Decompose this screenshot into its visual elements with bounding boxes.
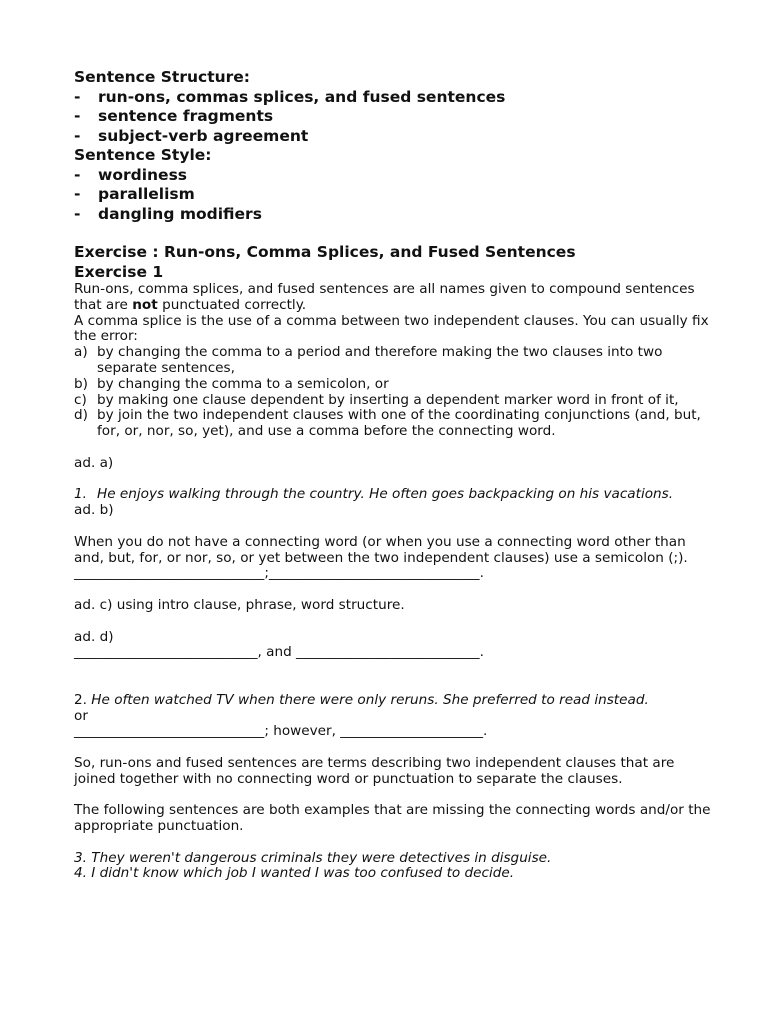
- example-4: 4. I didn't know which job I wanted I was too confused to decide.: [74, 865, 515, 882]
- ad-d-label: ad. d): [74, 628, 114, 645]
- ad-c-label: ad. c) using intro clause, phrase, word structure.: [74, 596, 405, 613]
- comma-splice-definition: A comma splice is the use of a comma between two independent clauses. You can usually fix the error:: [74, 312, 709, 345]
- exercise-subtitle: Exercise 1: [74, 262, 164, 281]
- sentence-style-heading: Sentence Style:: [74, 146, 212, 164]
- structure-item: - run-ons, commas splices, and fused sentences: [74, 87, 506, 106]
- intro-paragraph: Run-ons, comma splices, and fused sentences are all names given to compound sentences that are not punctuated correctly.: [74, 281, 695, 313]
- fix-item: b) by changing the comma to a semicolon, or: [74, 375, 389, 392]
- runon-definition: So, run-ons and fused sentences are terms describing two independent clauses that are joined together with no connecting word or punctuation to separate the clauses.: [74, 754, 675, 787]
- exercise-title: Exercise : Run-ons, Comma Splices, and Fused Sentences: [74, 243, 576, 261]
- blank-however: ____________________________; however, _____________________.: [74, 723, 488, 740]
- ad-b-label: ad. b): [74, 502, 114, 519]
- example-1: 1. He enjoys walking through the country. He often goes backpacking on his vacations.: [74, 486, 674, 503]
- following-paragraph: The following sentences are both examples that are missing the connecting words and/or the appropriate punctuation.: [74, 802, 711, 835]
- fix-item: a) by changing the comma to a period and therefore making the two clauses into two separate sentences,: [74, 344, 663, 376]
- structure-item: - subject-verb agreement: [74, 126, 309, 145]
- document-page: [74, 68, 714, 882]
- style-item: - parallelism: [74, 185, 195, 203]
- structure-item: - sentence fragments: [74, 107, 274, 125]
- or-word: or: [74, 707, 88, 724]
- blank-and: ___________________________, and ___________________________.: [74, 644, 484, 661]
- semicolon-paragraph: When you do not have a connecting word (or when you use a connecting word other than and, but, for, or nor, so, or yet between the two independent clauses) use a semicolon (;).: [74, 533, 688, 566]
- fix-item: c) by making one clause dependent by inserting a dependent marker word in front of it,: [74, 391, 679, 408]
- style-item: - dangling modifiers: [74, 204, 262, 223]
- example-3: 3. They weren't dangerous criminals they were detectives in disguise.: [74, 849, 552, 866]
- sentence-structure-heading: Sentence Structure:: [74, 68, 251, 86]
- example-2: 2. He often watched TV when there were only reruns. She preferred to read instead.: [74, 691, 649, 708]
- blank-semicolon: ____________________________;_______________________________.: [74, 565, 484, 582]
- style-item: - wordiness: [74, 165, 188, 184]
- fix-item: d) by join the two independent clauses with one of the coordinating conjunctions (and, but, for, or, nor, so, yet), and use a comma before the connecting word.: [74, 407, 701, 440]
- ad-a-label: ad. a): [74, 454, 114, 471]
